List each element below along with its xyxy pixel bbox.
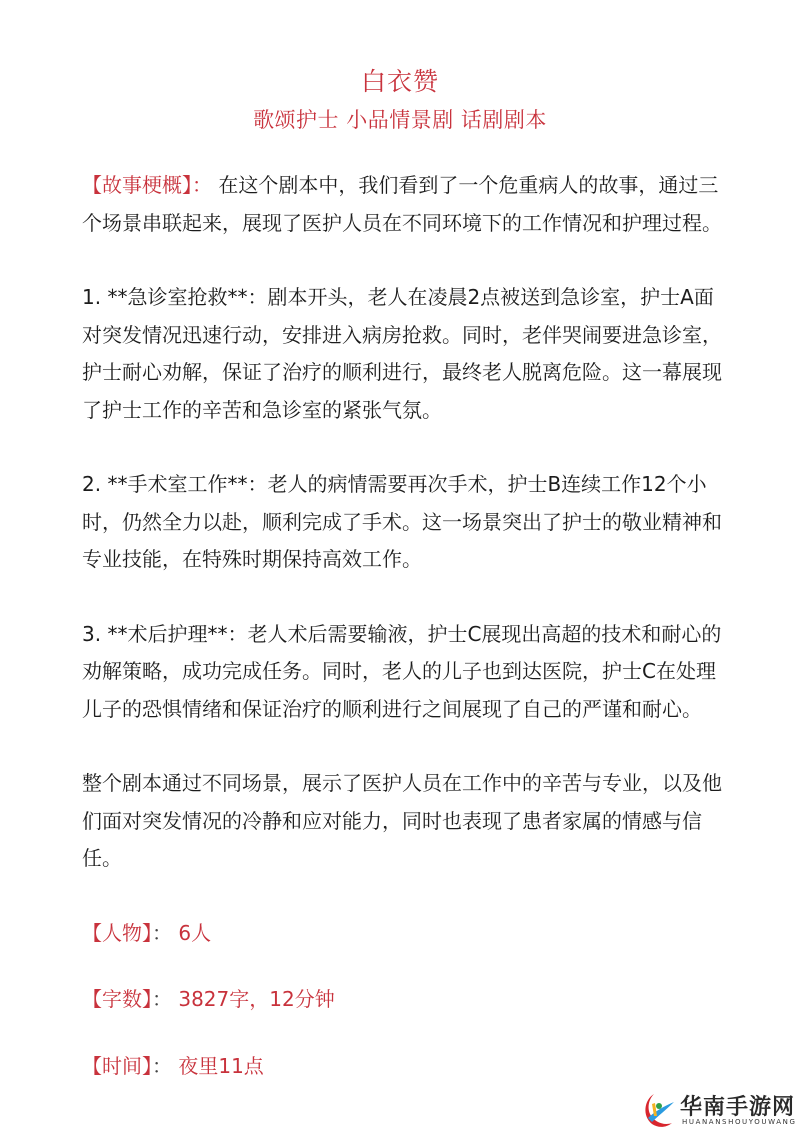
watermark-site-pinyin: HUANANSHOUYOUWANG [682, 1118, 797, 1126]
synopsis-paragraph [82, 167, 722, 242]
synopsis-separator: ： [192, 173, 212, 197]
meta-wordcount [82, 981, 722, 1019]
scene-paragraph-2: 2. **手术室工作**：老人的病情需要再次手术，护士B连续工作12个小时，仍然全力以赴，顺利完成了手术。这一场景突出了护士的敬业精神和专业技能，在特殊时期保持高效工作。 [82, 472, 722, 571]
scene-paragraph-1: 1. **急诊室抢救**：剧本开头，老人在凌晨2点被送到急诊室，护士A面对突发情况迅速行动，安排进入病房抢救。同时，老伴哭闹要进急诊室，护士耐心劝解，保证了治疗的顺利进行，最终老人脱离危险。这一幕展现了护士工作的辛苦和急诊室的紧张气氛。 [82, 285, 722, 422]
swoosh-figure-logo-icon [640, 1090, 678, 1130]
meta-wordcount-separator: ： [152, 987, 172, 1011]
meta-time-value: 夜里11点 [178, 1053, 264, 1078]
summary-paragraph: 整个剧本通过不同场景，展示了医护人员在工作中的辛苦与专业，以及他们面对突发情况的冷静和应对能力，同时也表现了患者家属的情感与信任。 [82, 771, 722, 870]
scene-paragraph-3: 3. **术后护理**：老人术后需要输液，护士C展现出高超的技术和耐心的劝解策略，成功完成任务。同时，老人的儿子也到达医院，护士C在处理儿子的恐惧情绪和保证治疗的顺利进行之间展现了自己的严谨和耐心。 [82, 621, 722, 721]
meta-time-label: 【时间】 [82, 1053, 152, 1078]
site-watermark [640, 1090, 800, 1134]
meta-characters [82, 915, 722, 953]
meta-wordcount-value: 3827字，12分钟 [178, 987, 335, 1011]
meta-characters-separator: ： [152, 920, 172, 945]
meta-wordcount-label: 【字数】 [82, 987, 152, 1011]
meta-time-separator: ： [152, 1053, 172, 1078]
meta-characters-label: 【人物】 [82, 920, 152, 945]
document-title: 白衣赞 [360, 67, 439, 96]
synopsis-text: 在这个剧本中，我们看到了一个危重病人的故事，通过三个场景串联起来，展现了医护人员在不同环境下的工作情况和护理过程。 [82, 173, 722, 235]
document-subtitle: 歌颂护士 小品情景剧 话剧剧本 [253, 108, 547, 132]
meta-time [82, 1048, 722, 1086]
synopsis-label: 【故事梗概】 [82, 173, 192, 197]
meta-characters-value: 6人 [178, 920, 212, 945]
document-body [82, 167, 722, 1114]
watermark-site-name: 华南手游网 [680, 1095, 796, 1120]
